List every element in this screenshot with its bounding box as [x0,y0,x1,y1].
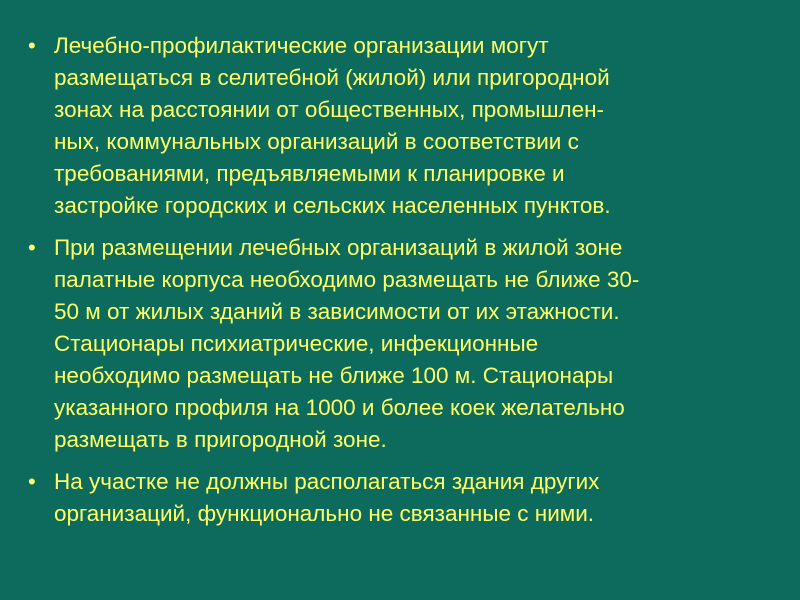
bullet-list [22,30,760,530]
bullet-item-2 [22,232,760,456]
bullet-dot-icon: • [28,33,36,58]
bullet-text-2: При размещении лечебных организаций в жилой зоне палатные корпуса необходимо размещать не ближе 30- 50 м от жилых зданий в зависимости от их этажности. Стационары психиатрические, инфекционные необходимо размещать не ближе 100 м. Стационары указанного профиля на 1000 и более коек желательно размещать в пригородной зоне. [54,235,640,452]
bullet-dot-icon: • [28,469,36,494]
bullet-item-1 [22,30,760,222]
bullet-item-3 [22,466,760,530]
bullet-dot-icon: • [28,235,36,260]
bullet-text-1: Лечебно-профилактические организации могут размещаться в селитебной (жилой) или пригородной зонах на расстоянии от общественных, промышлен- ных, коммунальных организаций в соответствии с требованиями, предъявляемыми к планировке и застройке городских и сельских населенных пунктов. [54,33,611,218]
bullet-text-3: На участке не должны располагаться здания других организаций, функционально не связанные с ними. [54,469,600,526]
